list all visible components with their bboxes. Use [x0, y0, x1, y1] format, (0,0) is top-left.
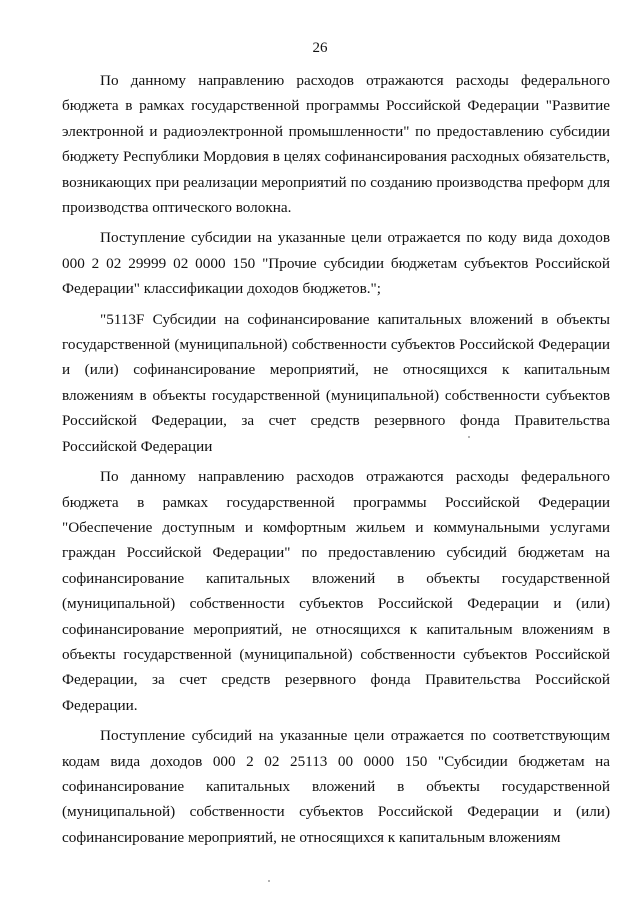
scan-speck: [268, 880, 270, 882]
paragraph-5: Поступление субсидий на указанные цели отражается по соответствующим кодам вида доходов 000 2 02 25113 00 0000 150 "Субсидии бюджетам на софинансирование капитальных вложений в объекты государственной (муниципальной) собственности субъектов Российской Федерации и (или) софинансирование мероприятий, не относящихся к капитальным вложениям: [62, 727, 610, 846]
scan-speck: [468, 436, 470, 438]
document-body: [62, 68, 610, 850]
paragraph-2: Поступление субсидии на указанные цели отражается по коду вида доходов 000 2 02 29999 02 0000 150 "Прочие субсидии бюджетам субъектов Российской Федерации" классификации доходов бюджетов.";: [62, 229, 610, 298]
page-number: 26: [312, 40, 328, 56]
paragraph-4: По данному направлению расходов отражаются расходы федерального бюджета в рамках государственной программы Российской Федерации "Обеспечение доступным и комфортным жильем и коммунальными услугами граждан Российской Федерации" по предоставлению субсидий бюджетам на софинансирование капитальных вложений в объекты государственной (муниципальной) собственности субъектов Российской Федерации и (или) софинансирование мероприятий, не относящихся к капитальным вложениям в объекты государственной (муниципальной) собственности субъектов Российской Федерации, за счет средств резервного фонда Правительства Российской Федерации.: [62, 468, 610, 714]
paragraph-3: "5113F Субсидии на софинансирование капитальных вложений в объекты государственной (муниципальной) собственности субъектов Российской Федерации и (или) софинансирование мероприятий, не относящихся к капитальным вложениям в объекты государственной (муниципальной) собственности субъектов Российской Федерации, за счет средств резервного фонда Правительства Российской Федерации: [62, 310, 610, 455]
paragraph-1: По данному направлению расходов отражаются расходы федерального бюджета в рамках государственной программы Российской Федерации "Развитие электронной и радиоэлектронной промышленности" по предоставлению субсидии бюджету Республики Мордовия в целях софинансирования расходных обязательств, возникающих при реализации мероприятий по созданию производства преформ для производства оптического волокна.: [62, 72, 610, 217]
